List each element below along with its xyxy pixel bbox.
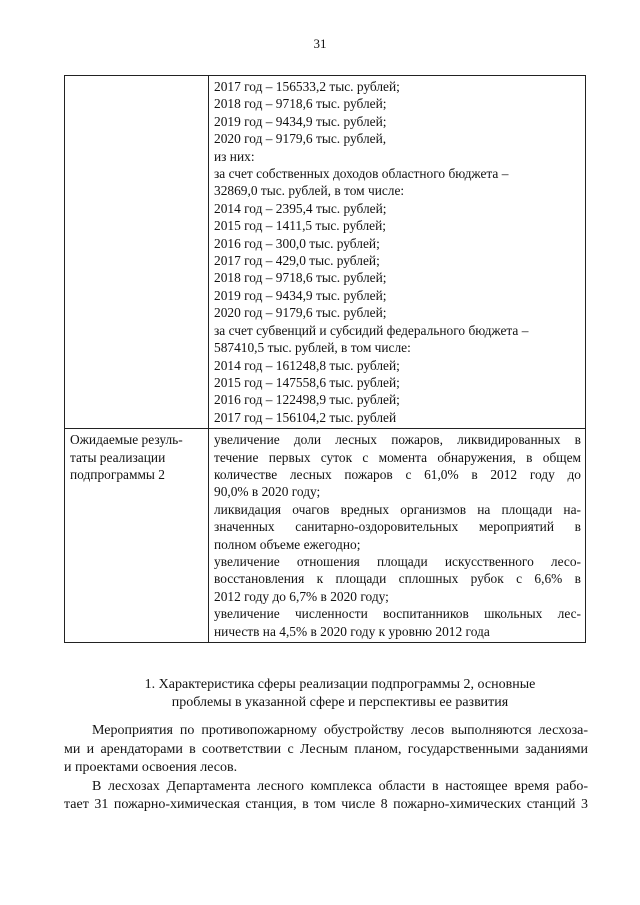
body-text	[64, 722, 588, 815]
subprogram-passport-table	[64, 75, 586, 643]
result-line: значенных санитарно-оздоровительных мероприятий в	[214, 519, 581, 535]
financing-line: за счет субвенций и субсидий федерального бюджета –	[214, 322, 529, 338]
financing-line: 587410,5 тыс. рублей, в том числе:	[214, 340, 411, 356]
paragraph	[64, 778, 588, 815]
result-line: 90,0% в 2020 году;	[214, 484, 321, 500]
table-cell-expected-results	[209, 429, 586, 643]
result-line: увеличение численности воспитанников школьных лес-	[214, 606, 581, 622]
financing-line: 2020 год – 9179,6 тыс. рублей,	[214, 131, 387, 147]
result-line: ликвидация очагов вредных организмов на площади на-	[214, 501, 581, 517]
label-line: таты реализации	[70, 449, 166, 465]
result-line: ничеств на 4,5% в 2020 году к уровню 2012 года	[214, 623, 490, 639]
financing-line: 2018 год – 9718,6 тыс. рублей;	[214, 270, 387, 286]
table-cell-expected-results-label	[65, 429, 209, 643]
financing-line: 2017 год – 156104,2 тыс. рублей	[214, 409, 397, 425]
paragraph-line: В лесхозах Департамента лесного комплекса области в настоящее время рабо-	[92, 778, 588, 794]
table-cell-label-empty	[65, 76, 209, 429]
result-line: полном объеме ежегодно;	[214, 536, 361, 552]
financing-line: 2017 год – 156533,2 тыс. рублей;	[214, 79, 400, 94]
financing-line: 2020 год – 9179,6 тыс. рублей;	[214, 305, 387, 321]
result-line: течение первых суток с момента обнаружения, в общем	[214, 449, 581, 465]
section-heading	[100, 676, 580, 712]
financing-line: 2014 год – 2395,4 тыс. рублей;	[214, 200, 387, 216]
section-heading-line: 1. Характеристика сферы реализации подпрограммы 2, основные	[144, 677, 536, 692]
paragraph-line: Мероприятия по противопожарному обустройству лесов выполняются лесхоза-	[92, 723, 588, 738]
paragraph	[64, 722, 588, 778]
result-line: количестве лесных пожаров с 61,0% в 2012 году до	[214, 466, 581, 482]
financing-line: 2016 год – 300,0 тыс. рублей;	[214, 235, 380, 251]
paragraph-line: ми и арендаторами в соответствии с Лесным планом, государственными заданиями	[64, 741, 588, 757]
result-line: восстановления к площади сплошных рубок с 6,6% в	[214, 571, 581, 587]
paragraph-line: и проектами освоения лесов.	[64, 760, 238, 775]
label-line: Ожидаемые резуль-	[70, 432, 183, 448]
label-line: подпрограммы 2	[70, 466, 165, 482]
financing-line: 2014 год – 161248,8 тыс. рублей;	[214, 357, 400, 373]
financing-line: 2016 год – 122498,9 тыс. рублей;	[214, 392, 400, 408]
financing-line: за счет собственных доходов областного бюджета –	[214, 166, 509, 182]
table-row-financing	[65, 76, 586, 429]
financing-line: 2019 год – 9434,9 тыс. рублей;	[214, 113, 387, 129]
financing-line: 2015 год – 1411,5 тыс. рублей;	[214, 218, 386, 234]
result-line: увеличение отношения площади искусственного лесо-	[214, 553, 581, 569]
page-number: 31	[313, 36, 327, 51]
financing-line: 2015 год – 147558,6 тыс. рублей;	[214, 374, 400, 390]
financing-line: 2017 год – 429,0 тыс. рублей;	[214, 253, 380, 269]
table-row-expected-results	[65, 429, 586, 643]
financing-line: из них:	[214, 148, 255, 164]
financing-line: 32869,0 тыс. рублей, в том числе:	[214, 183, 405, 199]
financing-line: 2018 год – 9718,6 тыс. рублей;	[214, 96, 387, 112]
result-line: увеличение доли лесных пожаров, ликвидированных в	[214, 432, 581, 448]
section-heading-line: проблемы в указанной сфере и перспективы ее развития	[171, 695, 509, 710]
result-line: 2012 году до 6,7% в 2020 году;	[214, 588, 389, 604]
paragraph-line: тает 31 пожарно-химическая станция, в том числе 8 пожарно-химических станций 3	[64, 797, 588, 812]
table-cell-financing-details	[209, 76, 586, 429]
financing-line: 2019 год – 9434,9 тыс. рублей;	[214, 287, 387, 303]
